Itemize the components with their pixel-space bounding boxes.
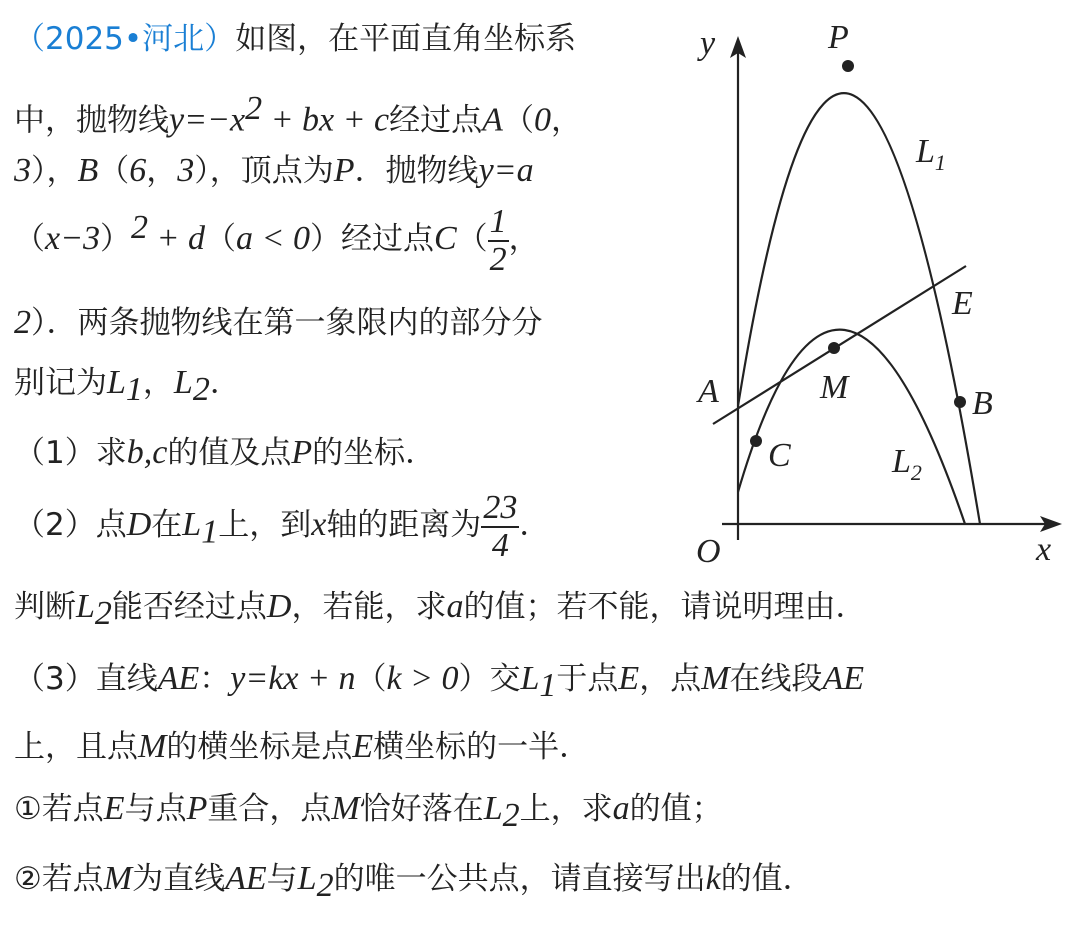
parabola-L2 (738, 330, 965, 524)
fraction-23-over-4: $\frac{23}{4}$ (483, 489, 518, 564)
fraction-one-half: $\frac{1}{2}$ (489, 203, 507, 278)
line-3: 3），B（6，3），顶点为P．抛物线y=a (14, 152, 534, 189)
origin-label: O (696, 533, 721, 570)
point-B (954, 396, 966, 408)
label-C: C (768, 437, 791, 474)
subquestion-2: ②若点M为直线AE与$L_2$的唯一公共点，请直接写出k的值． (14, 860, 814, 905)
label-L1: $L_1$ (916, 133, 946, 175)
label-P: P (828, 19, 849, 56)
label-E: E (952, 285, 973, 322)
label-L2: $L_2$ (892, 443, 922, 485)
parabola-figure (680, 0, 1075, 580)
line-5: 2）．两条抛物线在第一象限内的部分分 (14, 304, 543, 341)
line-4: $(x-3)^2 + d(a < 0)$经过点C（ $\frac{1}{2}$ ， (14, 203, 540, 278)
question-1: （1）求b,c的值及点P的坐标． (14, 434, 437, 471)
source-tag: （2025•河北） (14, 21, 236, 57)
question-3-cont: 上，且点M的横坐标是点E横坐标的一半． (14, 728, 591, 765)
line-1: （2025•河北）如图，在平面直角坐标系 (14, 21, 577, 57)
question-3: （3）直线AE：y=kx + n（k > 0）交$L_1$于点E，点M在线段AE (14, 660, 865, 705)
point-M (828, 342, 840, 354)
label-A: A (698, 373, 719, 410)
label-B: B (972, 385, 993, 422)
line-6: 别记为$L_1$，$L_2$． (14, 364, 241, 409)
line-2: 中，抛物线$y=-x^2$ + bx + c经过点A（0， (14, 90, 582, 139)
question-2: （2）点D在$L_1$上，到x轴的距离为 $\frac{23}{4}$ ． (14, 489, 551, 564)
point-C (750, 435, 762, 447)
label-M: M (820, 369, 849, 406)
point-P (842, 60, 854, 72)
subquestion-1: ①若点E与点P重合，点M恰好落在$L_2$上，求a的值； (14, 790, 723, 835)
axis-x-label: x (1036, 531, 1052, 568)
question-2-cont: 判断$L_2$能否经过点D，若能，求a的值；若不能，请说明理由． (14, 588, 867, 633)
axis-y-label: y (700, 25, 716, 62)
